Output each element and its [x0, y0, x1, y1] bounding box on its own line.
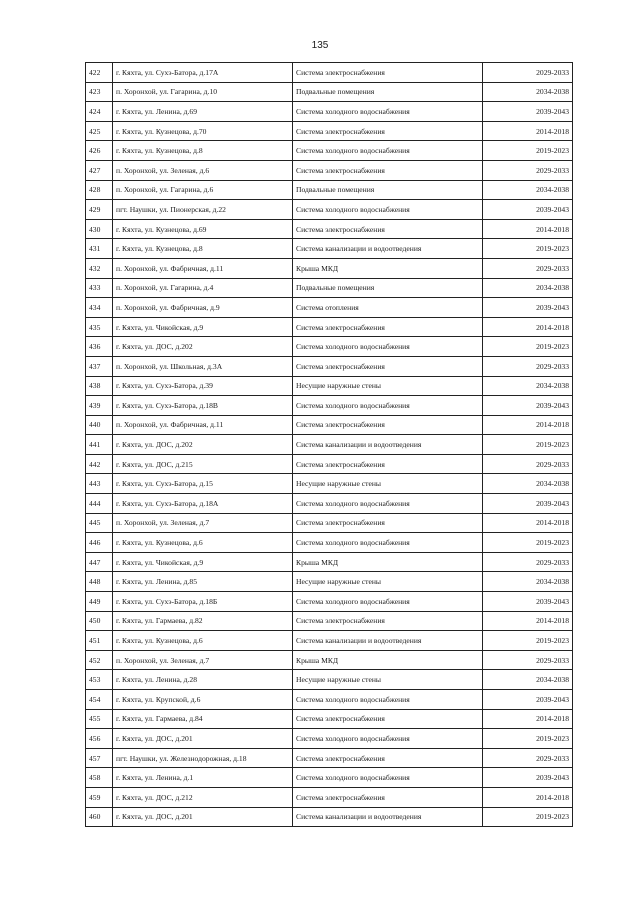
address-cell: г. Кяхта, ул. Чикойская, д.9 [113, 317, 293, 337]
address-cell: г. Кяхта, ул. ДОС, д.215 [113, 454, 293, 474]
row-number-cell: 457 [86, 748, 113, 768]
period-cell: 2029-2033 [483, 160, 573, 180]
row-number-cell: 429 [86, 200, 113, 220]
address-cell: г. Кяхта, ул. Сухэ-Батора, д.17А [113, 63, 293, 83]
system-cell: Подвальные помещения [293, 180, 483, 200]
system-cell: Система электроснабжения [293, 63, 483, 83]
row-number-cell: 424 [86, 102, 113, 122]
system-cell: Система электроснабжения [293, 454, 483, 474]
system-cell: Система холодного водоснабжения [293, 494, 483, 514]
table-row [86, 552, 573, 572]
period-cell: 2014-2018 [483, 709, 573, 729]
table-body [86, 63, 573, 827]
system-cell: Система электроснабжения [293, 748, 483, 768]
table-row [86, 63, 573, 83]
table-row [86, 474, 573, 494]
row-number-cell: 450 [86, 611, 113, 631]
period-cell: 2034-2038 [483, 572, 573, 592]
row-number-cell: 436 [86, 337, 113, 357]
table-row [86, 121, 573, 141]
table-row [86, 298, 573, 318]
table-row [86, 82, 573, 102]
address-cell: г. Кяхта, ул. Гармаева, д.84 [113, 709, 293, 729]
period-cell: 2034-2038 [483, 474, 573, 494]
table-row [86, 709, 573, 729]
period-cell: 2019-2023 [483, 239, 573, 259]
system-cell: Система холодного водоснабжения [293, 200, 483, 220]
row-number-cell: 437 [86, 356, 113, 376]
row-number-cell: 433 [86, 278, 113, 298]
period-cell: 2029-2033 [483, 454, 573, 474]
table-row [86, 356, 573, 376]
system-cell: Система электроснабжения [293, 513, 483, 533]
address-cell: г. Кяхта, ул. Чикойская, д.9 [113, 552, 293, 572]
row-number-cell: 438 [86, 376, 113, 396]
row-number-cell: 441 [86, 435, 113, 455]
period-cell: 2029-2033 [483, 748, 573, 768]
period-cell: 2014-2018 [483, 415, 573, 435]
row-number-cell: 428 [86, 180, 113, 200]
period-cell: 2014-2018 [483, 513, 573, 533]
row-number-cell: 425 [86, 121, 113, 141]
table-row [86, 239, 573, 259]
row-number-cell: 431 [86, 239, 113, 259]
table-row [86, 690, 573, 710]
system-cell: Система холодного водоснабжения [293, 141, 483, 161]
system-cell: Система холодного водоснабжения [293, 729, 483, 749]
period-cell: 2014-2018 [483, 317, 573, 337]
address-cell: г. Кяхта, ул. Ленина, д.85 [113, 572, 293, 592]
period-cell: 2029-2033 [483, 356, 573, 376]
period-cell: 2039-2043 [483, 592, 573, 612]
address-cell: пгт. Наушки, ул. Пионерская, д.22 [113, 200, 293, 220]
row-number-cell: 458 [86, 768, 113, 788]
system-cell: Система электроснабжения [293, 317, 483, 337]
address-cell: п. Хоронхой, ул. Фабричная, д.11 [113, 415, 293, 435]
system-cell: Система холодного водоснабжения [293, 102, 483, 122]
row-number-cell: 447 [86, 552, 113, 572]
period-cell: 2039-2043 [483, 768, 573, 788]
table-row [86, 513, 573, 533]
table-row [86, 376, 573, 396]
address-cell: г. Кяхта, ул. Гармаева, д.82 [113, 611, 293, 631]
period-cell: 2034-2038 [483, 670, 573, 690]
period-cell: 2019-2023 [483, 729, 573, 749]
row-number-cell: 460 [86, 807, 113, 827]
period-cell: 2019-2023 [483, 141, 573, 161]
table-row [86, 768, 573, 788]
address-cell: г. Кяхта, ул. Кузнецова, д.6 [113, 533, 293, 553]
table-row [86, 748, 573, 768]
row-number-cell: 445 [86, 513, 113, 533]
table-row [86, 317, 573, 337]
system-cell: Система холодного водоснабжения [293, 690, 483, 710]
period-cell: 2029-2033 [483, 63, 573, 83]
address-cell: п. Хоронхой, ул. Зеленая, д.7 [113, 650, 293, 670]
system-cell: Система отопления [293, 298, 483, 318]
row-number-cell: 443 [86, 474, 113, 494]
period-cell: 2029-2033 [483, 650, 573, 670]
address-cell: г. Кяхта, ул. ДОС, д.201 [113, 729, 293, 749]
period-cell: 2034-2038 [483, 278, 573, 298]
address-cell: п. Хоронхой, ул. Фабричная, д.9 [113, 298, 293, 318]
system-cell: Несущие наружные стены [293, 474, 483, 494]
table-row [86, 337, 573, 357]
address-cell: г. Кяхта, ул. Ленина, д.28 [113, 670, 293, 690]
address-cell: г. Кяхта, ул. Кузнецова, д.8 [113, 141, 293, 161]
row-number-cell: 442 [86, 454, 113, 474]
system-cell: Несущие наружные стены [293, 376, 483, 396]
address-cell: п. Хоронхой, ул. Гагарина, д.4 [113, 278, 293, 298]
address-cell: г. Кяхта, ул. Сухэ-Батора, д.39 [113, 376, 293, 396]
address-cell: г. Кяхта, ул. ДОС, д.201 [113, 807, 293, 827]
address-cell: п. Хоронхой, ул. Гагарина, д.6 [113, 180, 293, 200]
table-row [86, 200, 573, 220]
row-number-cell: 422 [86, 63, 113, 83]
row-number-cell: 439 [86, 396, 113, 416]
system-cell: Система электроснабжения [293, 121, 483, 141]
row-number-cell: 449 [86, 592, 113, 612]
period-cell: 2014-2018 [483, 787, 573, 807]
system-cell: Система электроснабжения [293, 219, 483, 239]
address-cell: г. Кяхта, ул. Кузнецова, д.8 [113, 239, 293, 259]
system-cell: Система электроснабжения [293, 356, 483, 376]
period-cell: 2034-2038 [483, 180, 573, 200]
table-row [86, 396, 573, 416]
period-cell: 2034-2038 [483, 376, 573, 396]
table-row [86, 494, 573, 514]
period-cell: 2039-2043 [483, 396, 573, 416]
period-cell: 2014-2018 [483, 121, 573, 141]
system-cell: Система холодного водоснабжения [293, 337, 483, 357]
system-cell: Система электроснабжения [293, 611, 483, 631]
system-cell: Несущие наружные стены [293, 572, 483, 592]
system-cell: Система электроснабжения [293, 160, 483, 180]
repair-schedule-table [85, 62, 573, 827]
table-row [86, 454, 573, 474]
row-number-cell: 444 [86, 494, 113, 514]
address-cell: г. Кяхта, ул. Сухэ-Батора, д.15 [113, 474, 293, 494]
period-cell: 2014-2018 [483, 611, 573, 631]
system-cell: Система канализации и водоотведения [293, 239, 483, 259]
system-cell: Несущие наружные стены [293, 670, 483, 690]
system-cell: Подвальные помещения [293, 278, 483, 298]
table-row [86, 572, 573, 592]
period-cell: 2034-2038 [483, 82, 573, 102]
row-number-cell: 423 [86, 82, 113, 102]
address-cell: п. Хоронхой, ул. Зеленая, д.7 [113, 513, 293, 533]
row-number-cell: 432 [86, 258, 113, 278]
address-cell: п. Хоронхой, ул. Школьная, д.3А [113, 356, 293, 376]
address-cell: г. Кяхта, ул. ДОС, д.212 [113, 787, 293, 807]
address-cell: г. Кяхта, ул. Сухэ-Батора, д.18А [113, 494, 293, 514]
address-cell: г. Кяхта, ул. ДОС, д.202 [113, 337, 293, 357]
table-row [86, 415, 573, 435]
table-row [86, 278, 573, 298]
table-row [86, 533, 573, 553]
period-cell: 2019-2023 [483, 631, 573, 651]
period-cell: 2019-2023 [483, 337, 573, 357]
table-row [86, 435, 573, 455]
system-cell: Крыша МКД [293, 552, 483, 572]
row-number-cell: 430 [86, 219, 113, 239]
address-cell: г. Кяхта, ул. ДОС, д.202 [113, 435, 293, 455]
address-cell: п. Хоронхой, ул. Гагарина, д.10 [113, 82, 293, 102]
row-number-cell: 448 [86, 572, 113, 592]
system-cell: Система канализации и водоотведения [293, 807, 483, 827]
system-cell: Система холодного водоснабжения [293, 533, 483, 553]
system-cell: Система холодного водоснабжения [293, 768, 483, 788]
row-number-cell: 453 [86, 670, 113, 690]
address-cell: г. Кяхта, ул. Ленина, д.1 [113, 768, 293, 788]
system-cell: Система электроснабжения [293, 415, 483, 435]
period-cell: 2019-2023 [483, 807, 573, 827]
period-cell: 2019-2023 [483, 533, 573, 553]
address-cell: г. Кяхта, ул. Кузнецова, д.69 [113, 219, 293, 239]
address-cell: пгт. Наушки, ул. Железнодорожная, д.18 [113, 748, 293, 768]
row-number-cell: 451 [86, 631, 113, 651]
period-cell: 2029-2033 [483, 258, 573, 278]
table-row [86, 180, 573, 200]
row-number-cell: 456 [86, 729, 113, 749]
table-row [86, 219, 573, 239]
table-row [86, 611, 573, 631]
table-row [86, 141, 573, 161]
address-cell: п. Хоронхой, ул. Зеленая, д.6 [113, 160, 293, 180]
address-cell: г. Кяхта, ул. Сухэ-Батора, д.18В [113, 396, 293, 416]
page-number: 135 [311, 40, 329, 51]
period-cell: 2039-2043 [483, 690, 573, 710]
period-cell: 2039-2043 [483, 102, 573, 122]
period-cell: 2039-2043 [483, 298, 573, 318]
period-cell: 2039-2043 [483, 494, 573, 514]
table-row [86, 670, 573, 690]
period-cell: 2029-2033 [483, 552, 573, 572]
system-cell: Система канализации и водоотведения [293, 435, 483, 455]
row-number-cell: 452 [86, 650, 113, 670]
system-cell: Система электроснабжения [293, 709, 483, 729]
address-cell: г. Кяхта, ул. Крупской, д.6 [113, 690, 293, 710]
period-cell: 2039-2043 [483, 200, 573, 220]
system-cell: Система электроснабжения [293, 787, 483, 807]
row-number-cell: 434 [86, 298, 113, 318]
table-row [86, 650, 573, 670]
table-row [86, 160, 573, 180]
period-cell: 2014-2018 [483, 219, 573, 239]
table-row [86, 258, 573, 278]
system-cell: Крыша МКД [293, 650, 483, 670]
address-cell: г. Кяхта, ул. Сухэ-Батора, д.18Б [113, 592, 293, 612]
row-number-cell: 459 [86, 787, 113, 807]
row-number-cell: 455 [86, 709, 113, 729]
system-cell: Система холодного водоснабжения [293, 592, 483, 612]
row-number-cell: 427 [86, 160, 113, 180]
period-cell: 2019-2023 [483, 435, 573, 455]
address-cell: г. Кяхта, ул. Кузнецова, д.6 [113, 631, 293, 651]
system-cell: Подвальные помещения [293, 82, 483, 102]
address-cell: г. Кяхта, ул. Ленина, д.69 [113, 102, 293, 122]
system-cell: Система канализации и водоотведения [293, 631, 483, 651]
address-cell: г. Кяхта, ул. Кузнецова, д.70 [113, 121, 293, 141]
system-cell: Крыша МКД [293, 258, 483, 278]
row-number-cell: 446 [86, 533, 113, 553]
table-row [86, 102, 573, 122]
table-row [86, 729, 573, 749]
system-cell: Система холодного водоснабжения [293, 396, 483, 416]
table-row [86, 631, 573, 651]
row-number-cell: 426 [86, 141, 113, 161]
row-number-cell: 454 [86, 690, 113, 710]
row-number-cell: 435 [86, 317, 113, 337]
table-row [86, 592, 573, 612]
table-row [86, 787, 573, 807]
table-row [86, 807, 573, 827]
address-cell: п. Хоронхой, ул. Фабричная, д.11 [113, 258, 293, 278]
row-number-cell: 440 [86, 415, 113, 435]
